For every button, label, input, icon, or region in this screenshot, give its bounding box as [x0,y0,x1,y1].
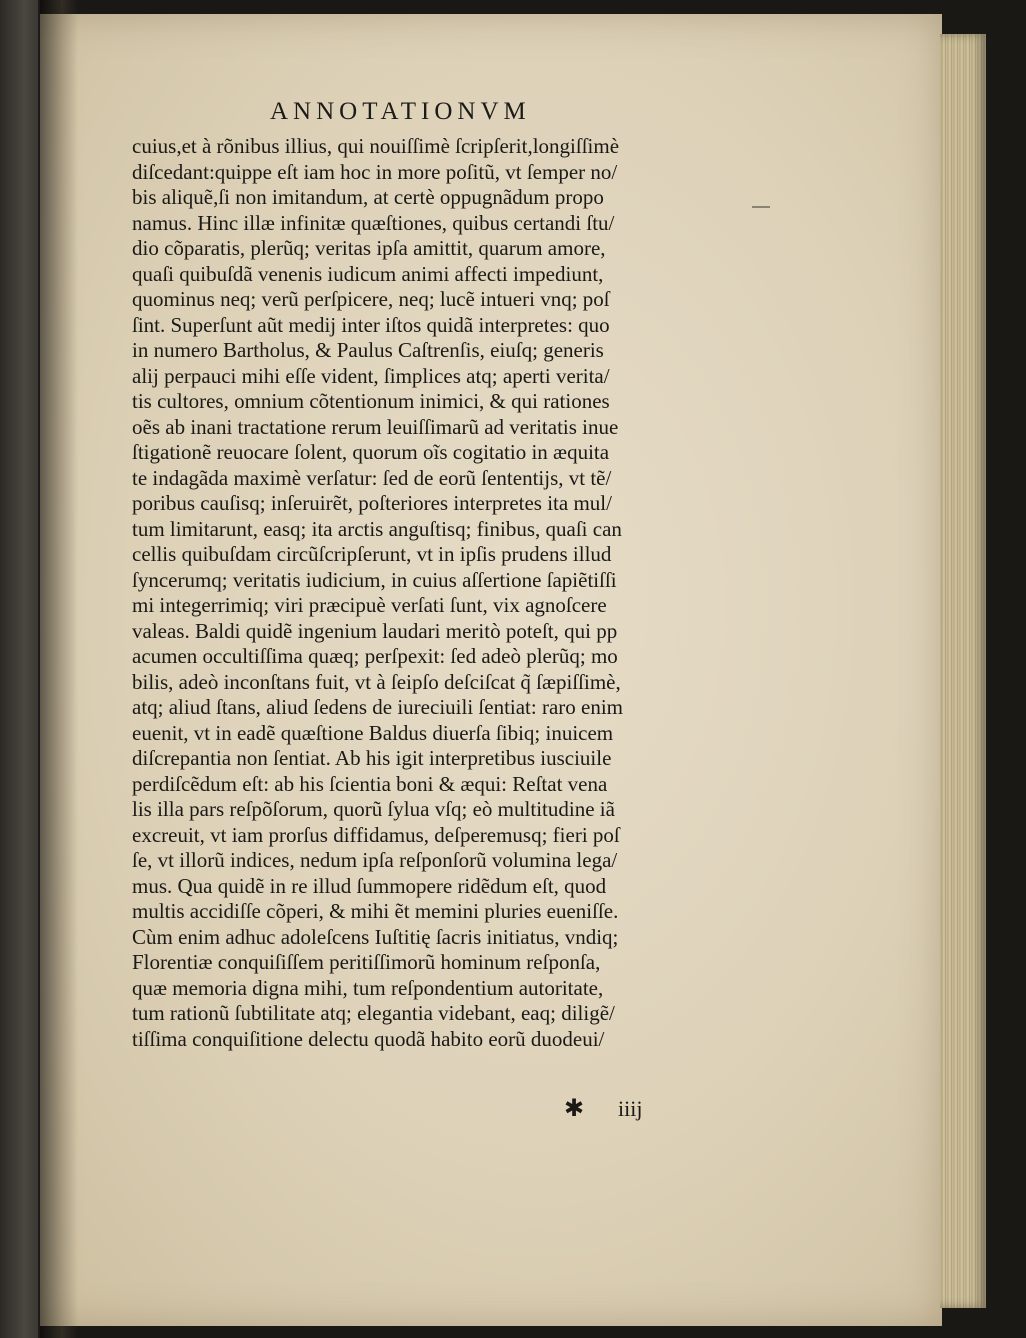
facing-page-edge [0,0,40,1338]
text-line: tiſſima conquiſitione delectu quodã habito eorũ duodeui/ [132,1026,605,1051]
text-line: cuius,et à rõnibus illius, qui nouiſſimè ſcripſerit,longiſſimè [132,134,620,158]
text-line: mus. Qua quidẽ in re illud ſummopere ridẽdum eſt, quod [132,873,607,898]
text-line: quaſi quibuſdã venenis iudicum animi affecti impediunt, [132,261,604,286]
margin-mark [752,206,770,208]
text-line: quominus neq; verũ perſpicere, neq; lucẽ intueri vnq; poſ [132,287,610,311]
running-head-title: ANNOTATIONVM [270,98,531,125]
text-line: ſe, vt illorũ indices, nedum ipſa reſponſorũ volumina lega/ [132,848,618,872]
text-line: multis accidiſſe cõperi, & mihi ẽt memini pluries eueniſſe. [132,899,619,923]
text-line: lis illa pars reſpõſorum, quorũ ſylua vſq; eò multitudine iã [132,797,615,821]
text-line: tum rationũ ſubtilitate atq; elegantia videbant, eaq; diligẽ/ [132,1001,615,1025]
text-line: tis cultores, omnium cõtentionum inimici, & qui rationes [132,389,610,413]
text-line: acumen occultiſſima quæq; perſpexit: ſed adeò plerũq; mo [132,644,618,668]
text-line: quæ memoria digna mihi, tum reſpondentium autoritate, [132,975,604,1000]
signature-number: iiij [618,1096,643,1121]
text-line: euenit, vt in eadẽ quæſtione Baldus diuerſa ſibiq; inuicem [132,720,614,745]
asterisk-signature-icon: ✱ [564,1096,585,1122]
page-fore-edge [940,34,986,1308]
text-line: tum limitarunt, easq; ita arctis anguſtisq; finibus, quaſi can [132,516,622,541]
text-line: te indagãda maximè verſatur: ſed de eorũ ſententijs, vt tẽ/ [132,465,612,490]
text-line: perdiſcẽdum eſt: ab his ſcientia boni & æqui: Reſtat vena [132,771,608,796]
text-line: excreuit, vt iam prorſus diffidamus, deſperemusq; fieri poſ [132,822,620,847]
text-line: Florentiæ conquiſiſſem peritiſſimorũ hominum reſponſa, [132,950,601,974]
book-gutter-shadow [38,0,78,1338]
body-text [132,134,732,1052]
text-line: bis aliquẽ,ſi non imitandum, at certè oppugnãdum propo [132,185,604,209]
signature-mark [564,1094,714,1124]
text-line: diſcedant:quippe eſt iam hoc in more poſitũ, vt ſemper no/ [132,159,618,184]
text-line: ſtigationẽ reuocare ſolent, quorum oĩs cogitatio in æquita [132,440,610,464]
text-line: Cùm enim adhuc adoleſcens Iuſtitię ſacris initiatus, vndiq; [132,924,619,949]
text-line: oẽs ab inani tractatione rerum leuiſſimarũ ad veritatis inue [132,414,619,439]
text-line: ſint. Superſunt aũt medij inter iſtos quidã interpretes: quo [132,312,610,337]
text-line: atq; aliud ſtans, aliud ſedens de iureciuili ſentiat: raro enim [132,695,624,719]
text-line: mi integerrimiq; viri præcipuè verſati ſunt, vix agnoſcere [132,593,607,617]
text-line: ſyncerumq; veritatis iudicium, in cuius aſſertione ſapiẽtiſſi [132,567,617,592]
text-line: alij perpauci mihi eſſe vident, ſimplices atq; aperti verita/ [132,363,610,388]
text-line: in numero Bartholus, & Paulus Caſtrenſis, eiuſq; generis [132,338,604,362]
text-line: diſcrepantia non ſentiat. Ab his igit interpretibus iusciuile [132,746,612,770]
text-line: poribus cauſisq; inſeruirẽt, poſteriores interpretes ita mul/ [132,491,612,515]
text-line: namus. Hinc illæ infinitæ quæſtiones, quibus certandi ſtu/ [132,210,615,235]
text-line: cellis quibuſdam circũſcripſerunt, vt in ipſis prudens illud [132,542,612,566]
text-line: valeas. Baldi quidẽ ingenium laudari meritò poteſt, qui pp [132,618,618,643]
text-line: bilis, adeò inconſtans fuit, vt à ſeipſo deſciſcat q̃ ſæpiſſimè, [132,669,621,694]
text-line: dio cõparatis, plerũq; veritas ipſa amittit, quarum amore, [132,236,606,260]
